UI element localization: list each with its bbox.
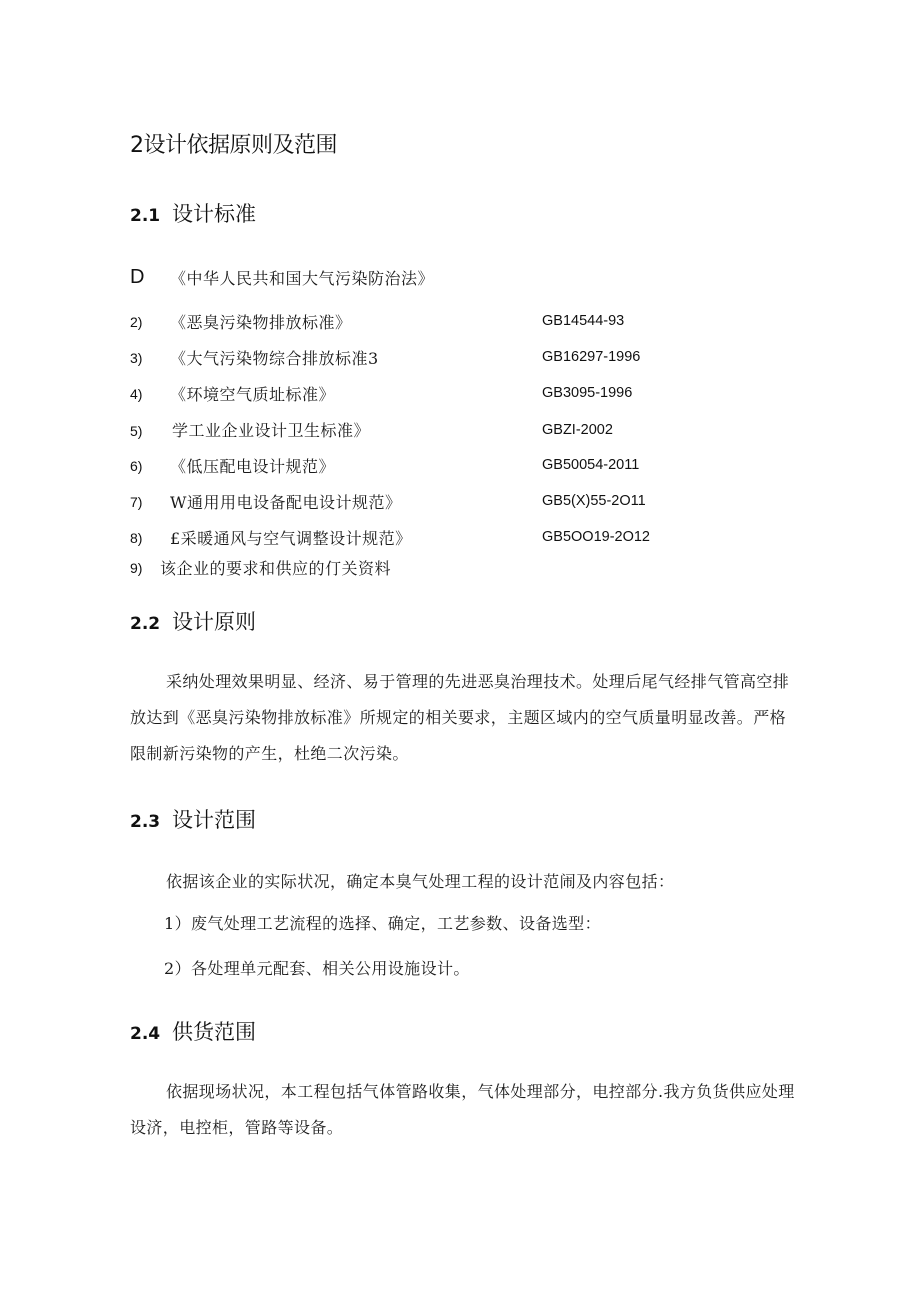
item-number: 6) [130,458,143,474]
item-number: D [130,266,145,288]
item-code: GB5(X)55-2O11 [542,493,646,509]
item-code: GB50054-2011 [542,457,640,473]
scope-intro: 依据该企业的实际状况，确定本臭气处理工程的设计范闹及内容包括： [166,872,675,891]
section-heading-2-2 [130,606,256,636]
item-title: W通用用电设备配电设计规范》 [170,493,402,512]
item-number: 2) [130,314,143,330]
item-code: GBZI-2002 [542,422,613,438]
item-title: 该企业的要求和供应的仃关资料 [160,559,392,578]
item-number: 8) [130,530,143,546]
section-title: 设计标准 [172,202,256,226]
section-number: 2.2 [130,614,161,634]
item-code: GB5OO19-2O12 [542,529,650,545]
item-title: £采暖通风与空气调整设计规范》 [170,529,412,548]
section-title: 供货范围 [172,1020,256,1044]
item-number: 4) [130,386,143,402]
item-title: 《中华人民共和国大气污染防治法》 [170,269,435,288]
item-number: 3) [130,350,143,366]
section-number: 2.1 [130,206,161,226]
item-title: 《低压配电设计规范》 [170,457,336,476]
section-title: 设计原则 [172,610,256,634]
section-title: 设计范围 [172,808,256,832]
chapter-heading: 2设计依据原则及范围 [130,133,337,158]
section-heading-2-3 [130,804,256,834]
section-number: 2.3 [130,812,161,832]
section-heading-2-4 [130,1016,256,1046]
item-number: 7) [130,494,143,510]
section-number: 2.4 [130,1024,161,1044]
item-title: 《环境空气质址标准》 [170,385,336,404]
section-heading-2-1 [130,198,256,228]
item-title: 《大气污染物综合排放标准3 [170,349,379,368]
item-code: GB3095-1996 [542,385,633,401]
item-code: GB16297-1996 [542,349,641,365]
item-title: 学工业企业设计卫生标准》 [172,421,371,440]
supply-paragraph: 依据现场状况，本工程包括气体管路收集，气体处理部分，电控部分.我方负货供应处理设济，电控柜，管路等设备。 [130,1082,795,1137]
item-number: 5) [130,423,143,439]
scope-item-2: 2）各处理单元配套、相关公用设施设计。 [164,959,470,978]
item-title: 《恶臭污染物排放标准》 [170,313,352,332]
scope-item-1: 1）废气处理工艺流程的选择、确定，工艺参数、设备选型： [164,914,601,933]
item-code: GB14544-93 [542,313,625,329]
principle-paragraph: 采纳处理效果明显、经济、易于管理的先进恶臭治理技术。处理后尾气经排气管高空排放达到《恶臭污染物排放标准》所规定的相关要求，主题区域内的空气质量明显改善。严格限制新污染物的产生，杜绝二次污染。 [130,672,790,763]
item-number: 9) [130,560,143,576]
